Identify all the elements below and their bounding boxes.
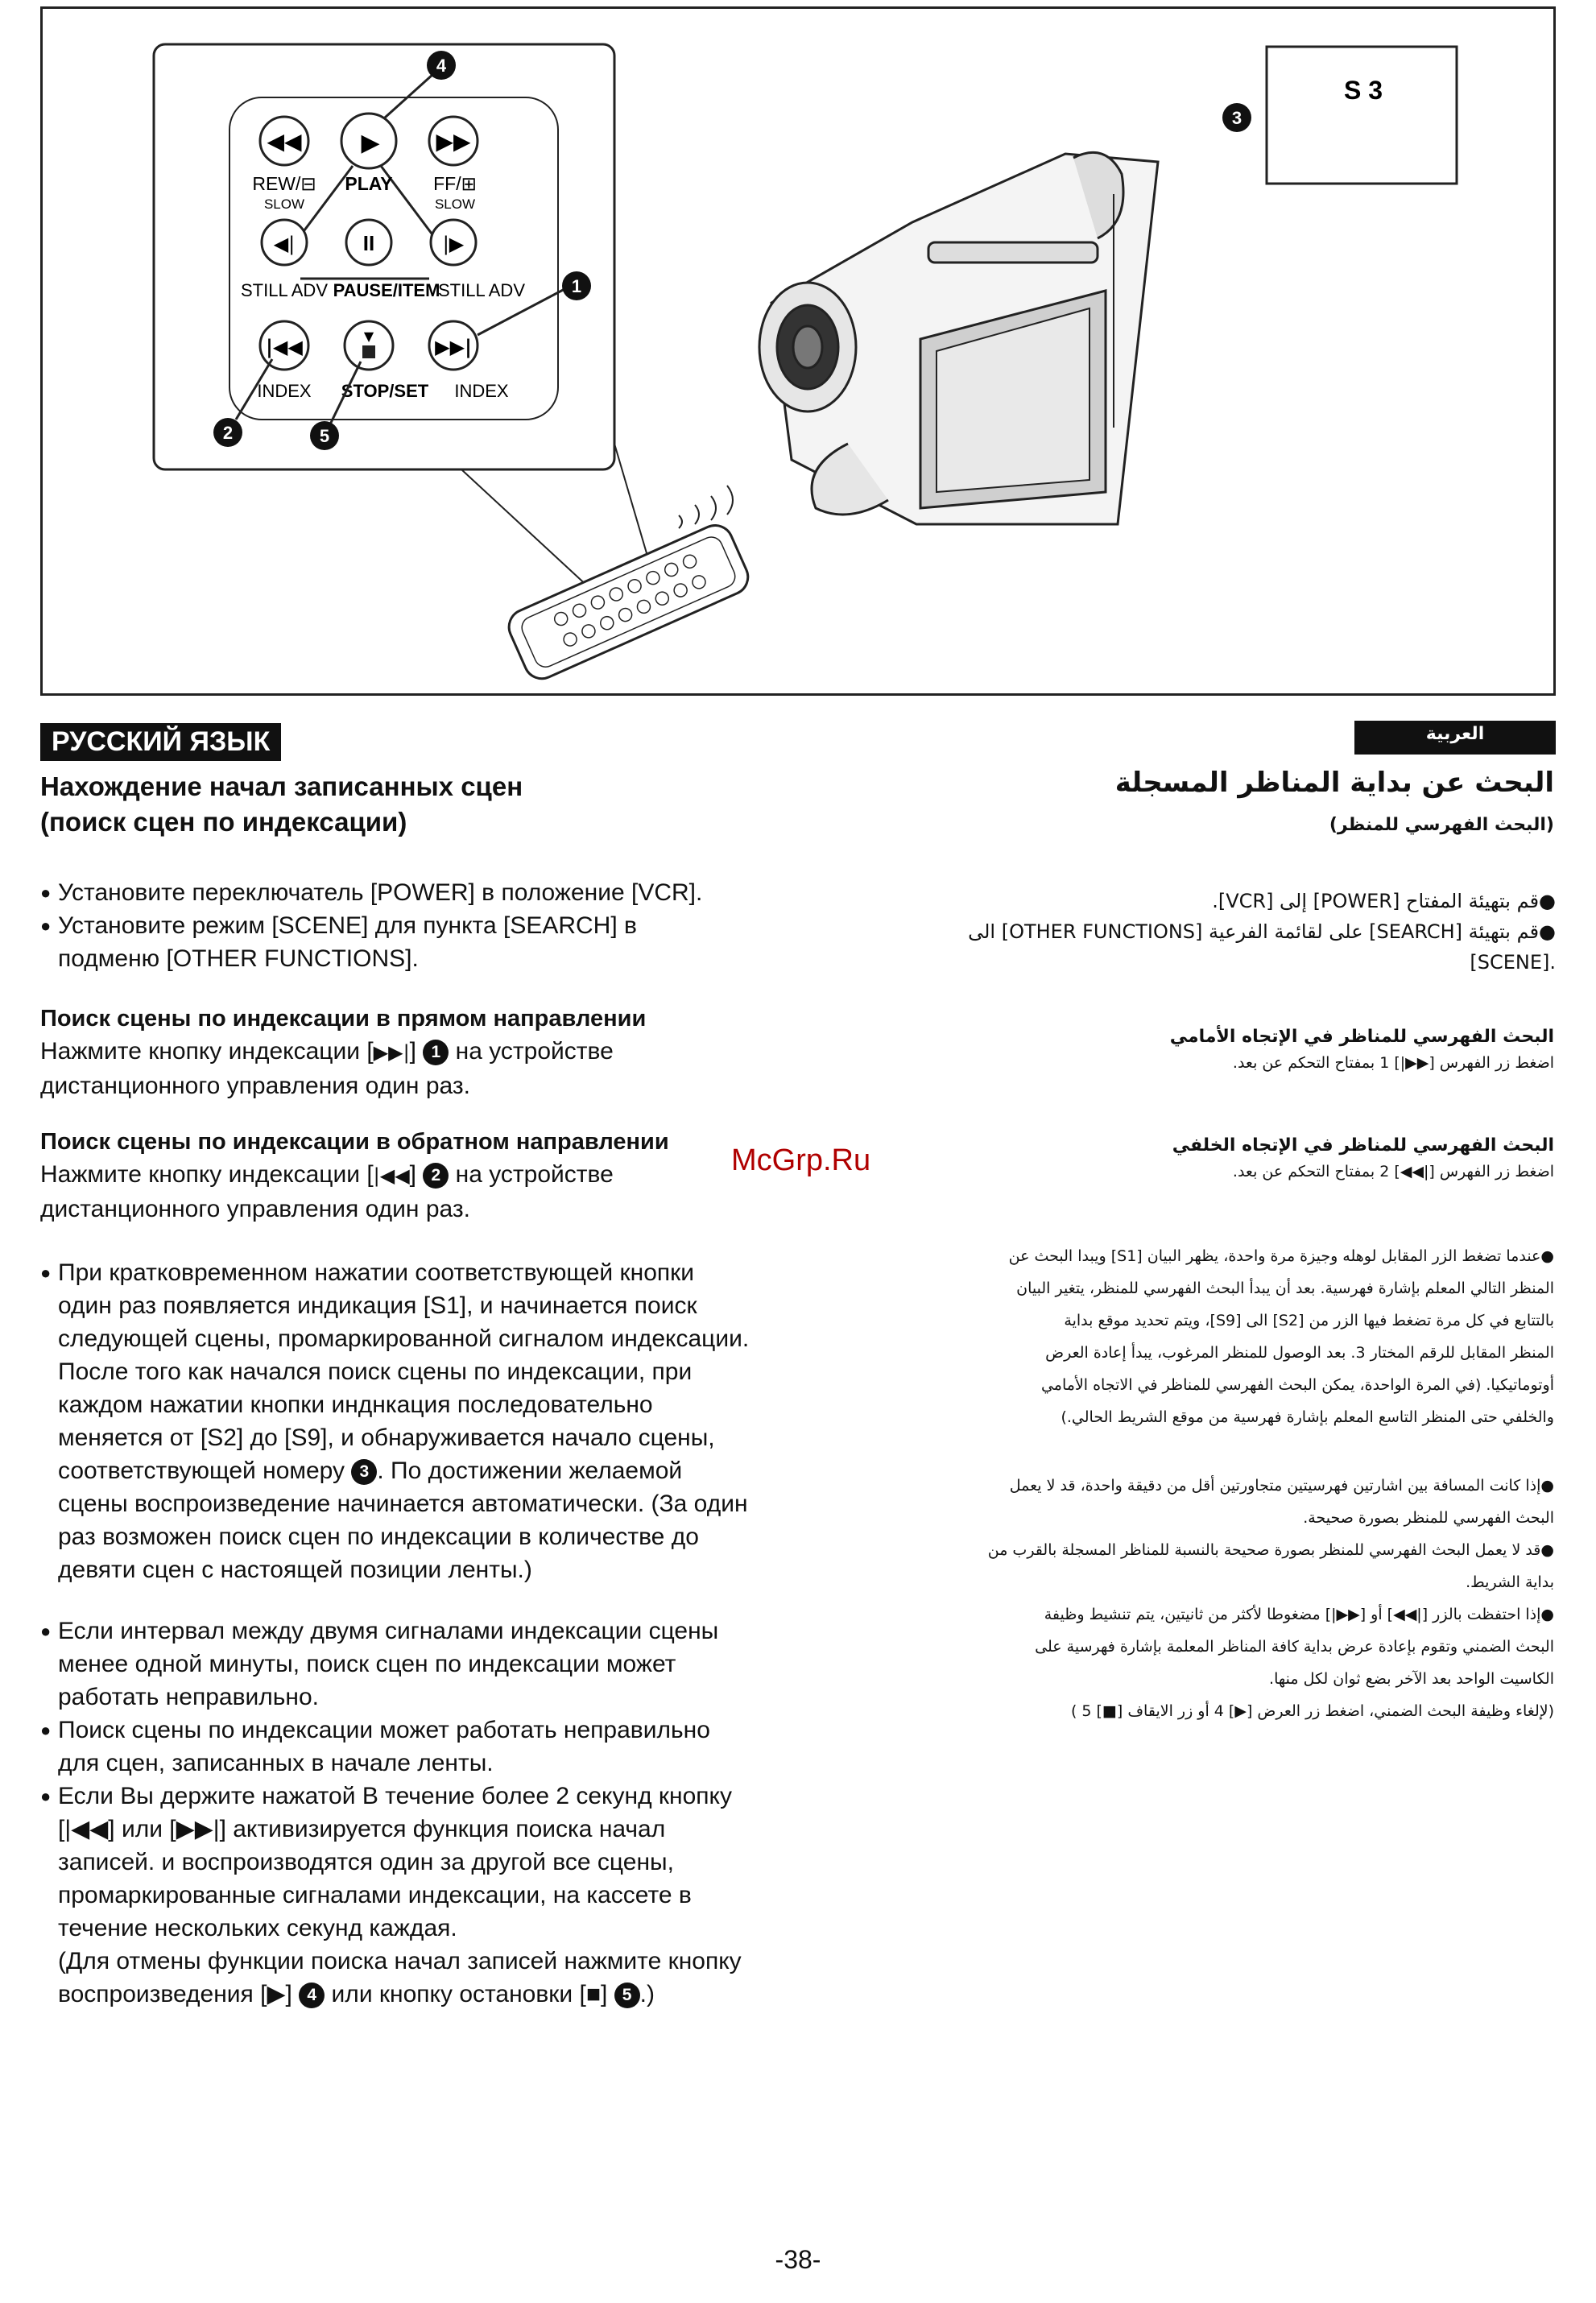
arabic-note2-line: البحث الفهرسي للمنظر بصورة صحيحة. xyxy=(1303,1509,1554,1527)
pause-button xyxy=(346,220,391,265)
arabic-forward-heading: البحث الفهرسي للمناظر في الإتجاه الأمامي xyxy=(1169,1027,1554,1047)
note4-line: [|◀◀] или [▶▶|] активизируется функция поиска начал xyxy=(58,1816,666,1842)
reverse-search-text-cont: дистанционного управления один раз. xyxy=(40,1196,470,1222)
russian-setup-list xyxy=(40,876,846,975)
callout-5 xyxy=(310,421,339,450)
callout-4 xyxy=(427,51,456,80)
ff-slow-label: SLOW xyxy=(434,196,476,212)
arabic-setup-item-2-cont: .[SCENE] xyxy=(1470,951,1556,974)
arabic-note1-line: المنظر التالي المعلم بإشارة فهرسية. بعد أن يبدأ البحث الفهرسي للمنظر، يتغير البيان xyxy=(1016,1280,1554,1297)
arabic-reverse-text: اضغط زر الفهرس [|◀◀] 2 بمفتاح التحكم عن بعد. xyxy=(1232,1163,1554,1180)
russian-title-line2: (поиск сцен по индексации) xyxy=(40,807,407,837)
still-adv-back-button xyxy=(262,220,307,265)
rewind-button xyxy=(260,117,308,165)
russian-setup-item-2: ● Установите режим [SCENE] для пункта [SEARCH] в xyxy=(40,909,846,942)
arabic-note1-line: بالتتابع في كل مرة تضغط فيها الزر من [S2] الى [S9]، ويتم تحديد موقع بداية xyxy=(1064,1312,1554,1329)
note4-line: промаркированные сигналами индексации, на кассете в xyxy=(58,1882,692,1908)
index-right-label: INDEX xyxy=(454,381,509,401)
callout-2 xyxy=(213,418,242,447)
watermark: McGrp.Ru xyxy=(731,1143,871,1177)
reverse-search-text: Нажмите кнопку индексации [|◀◀] 2 на устройстве xyxy=(40,1161,614,1188)
arabic-note2-line: ●إذا كانت المسافة بين اشارتين فهرسيتين متجاورتين أقل من دقيقة واحدة، قد لا يعمل xyxy=(1009,1477,1554,1495)
note1-line: После того как начался поиск сцены по индексации, при xyxy=(58,1358,693,1385)
svg-text:1: 1 xyxy=(571,276,582,296)
arabic-note1-line: والخلفي حتى المنظر التاسع المعلم بإشارة فهرسية من موقع الشريط الحالي.) xyxy=(1061,1408,1554,1426)
arabic-setup-item-2: ●قم بتهيئة [SEARCH] على لقائمة الفرعية [OTHER FUNCTIONS] الى xyxy=(968,920,1556,943)
reverse-search-heading: Поиск сцены по индексации в обратном направлении xyxy=(40,1129,669,1155)
arabic-notes-2-4 xyxy=(886,1470,1554,1727)
fast-forward-button xyxy=(429,117,478,165)
svg-text:4: 4 xyxy=(436,56,447,76)
note4-line: записей. и воспроизводятся один за другой все сцены, xyxy=(58,1849,674,1875)
marker-1: 1 xyxy=(423,1040,449,1065)
russian-note-1 xyxy=(40,1256,846,1586)
callout-1 xyxy=(562,271,591,300)
marker-4: 4 xyxy=(299,1983,325,2008)
svg-text:◀◀: ◀◀ xyxy=(267,128,302,155)
svg-text:|◀◀: |◀◀ xyxy=(266,336,303,358)
arabic-reverse-heading: البحث الفهرسي للمناظر في الإتجاه الخلفي xyxy=(1172,1135,1554,1156)
rew-label: REW/⊟ xyxy=(252,173,316,194)
russian-setup-item-2-cont: подменю [OTHER FUNCTIONS]. xyxy=(58,945,419,972)
arabic-setup-list xyxy=(870,886,1556,978)
note4-line: воспроизведения [▶] 4 или кнопку остановки [■] 5 .) xyxy=(58,1981,655,2007)
arabic-note1-line: ●عندما تضغط الزر المقابل لوهله وجيزة مرة واحدة، يظهر البيان [S1] ويبدا البحث عن xyxy=(1008,1247,1554,1265)
pause-item-label: PAUSE/ITEM xyxy=(333,280,440,300)
callout-3 xyxy=(1222,103,1251,132)
marker-3: 3 xyxy=(351,1459,377,1485)
marker-5: 5 xyxy=(614,1983,640,2008)
arabic-note4-line: البحث الضمني وتقوم بإعادة عرض بداية كافة المناظر المعلمة بإشارة فهرسية على xyxy=(1035,1638,1554,1656)
russian-section-label: РУССКИЙ ЯЗЫК xyxy=(40,723,281,761)
svg-text:5: 5 xyxy=(319,426,330,446)
arabic-section-label: العربية xyxy=(1354,721,1556,755)
stop-set-label: STOP/SET xyxy=(341,381,429,401)
svg-text:3: 3 xyxy=(1231,108,1242,128)
svg-text:2: 2 xyxy=(222,423,234,443)
rew-slow-label: SLOW xyxy=(263,196,305,212)
note1-line: каждом нажатии кнопки инднкация последовательно xyxy=(58,1391,653,1418)
russian-title-line1: Нахождение начал записанных сцен xyxy=(40,771,523,801)
arabic-setup-item-1: ●قم بتهيئة المفتاح [POWER] إلى [VCR]. xyxy=(1212,890,1556,912)
arabic-title: البحث عن بداية المناظر المسجلة xyxy=(1114,767,1554,799)
page-number: -38- xyxy=(775,2245,821,2274)
forward-search-text-cont: дистанционного управления один раз. xyxy=(40,1073,470,1099)
note1-line: следующей сцены, промаркированной сигналом индексации. xyxy=(58,1325,750,1352)
svg-text:◀|: ◀| xyxy=(273,233,296,255)
still-adv-forward-button xyxy=(431,220,476,265)
note1-line: меняется от [S2] до [S9], и обнаруживается начало сцены, xyxy=(58,1424,715,1451)
note1-line: соответствующей номеру 3 . По достижении желаемой xyxy=(58,1457,683,1484)
forward-search-text: Нажмите кнопку индексации [▶▶|] 1 на устройстве xyxy=(40,1038,614,1065)
illustration xyxy=(43,9,1553,693)
handheld-remote xyxy=(503,519,754,684)
svg-text:II: II xyxy=(362,231,375,255)
play-button xyxy=(341,114,396,168)
svg-text:▶▶|: ▶▶| xyxy=(435,336,472,358)
note2-line: менее одной минуты, поиск сцен по индексации может xyxy=(58,1651,676,1677)
svg-text:▶▶: ▶▶ xyxy=(436,128,471,155)
screen-display-box xyxy=(1267,47,1457,184)
still-adv-left-label: STILL ADV xyxy=(240,280,329,300)
arabic-note4-line: الكاسيت الواحد بعد الآخر بضع ثوان لكل منها. xyxy=(1269,1670,1554,1688)
arabic-reverse-search xyxy=(886,1135,1554,1188)
play-label: PLAY xyxy=(345,173,393,194)
marker-2: 2 xyxy=(423,1163,449,1189)
note3-line: для сцен, записанных в начале ленты. xyxy=(58,1750,494,1776)
index-back-key: |◀◀ xyxy=(373,1164,410,1187)
index-forward-button xyxy=(429,321,478,370)
note1-line: сцены воспроизведение начинается автоматически. (За один xyxy=(58,1491,748,1517)
note1-line: раз возможен поиск сцен по индексации в количестве до xyxy=(58,1524,699,1550)
stop-button xyxy=(345,321,393,370)
note1-line: один раз появляется индикация [S1], и начинается поиск xyxy=(58,1292,697,1319)
russian-forward-search xyxy=(40,1003,846,1102)
still-adv-right-label: STILL ADV xyxy=(437,280,526,300)
russian-title xyxy=(40,769,846,840)
russian-setup-item-1: ● Установите переключатель [POWER] в положение [VCR]. xyxy=(40,876,846,909)
illustration-frame xyxy=(40,6,1556,696)
arabic-note3-line: بداية الشريط. xyxy=(1466,1573,1554,1591)
arabic-note-1 xyxy=(886,1240,1554,1433)
note4-line: ● Если Вы держите нажатой В течение более 2 секунд кнопку xyxy=(40,1780,846,1813)
arabic-note1-line: أوتوماتيكيا. (في المرة الواحدة، يمكن البحث الفهرسي للمناظر في الاتجاه الأمامي xyxy=(1040,1376,1554,1394)
camcorder xyxy=(759,152,1158,524)
arabic-forward-text: اضغط زر الفهرس [▶▶|] 1 بمفتاح التحكم عن بعد. xyxy=(1232,1054,1554,1072)
svg-text:▼: ▼ xyxy=(363,329,374,344)
index-left-label: INDEX xyxy=(257,381,312,401)
note1-line: девяти сцен с настоящей позиции ленты.) xyxy=(58,1557,532,1583)
russian-reverse-search xyxy=(40,1126,846,1226)
arabic-note3-line: ●قد لا يعمل البحث الفهرسي للمنظر بصورة صحيحة بالنسبة للمناظر المسجلة بالقرب من xyxy=(987,1541,1554,1559)
ff-label: FF/⊞ xyxy=(433,173,477,194)
arabic-forward-search xyxy=(886,1027,1554,1079)
arabic-note1-line: المنظر المقابل للرقم المختار 3. بعد الوصول للمنظر المرغوب، يبدأ إعادة العرض xyxy=(1045,1344,1554,1362)
screen-index-readout: S 3 xyxy=(1343,76,1383,105)
arabic-note4-line: ●إذا احتفظت بالزر [|◀◀] أو [▶▶|] مضغوطا لأكثر من ثانيتين، يتم تنشيط وظيفة xyxy=(1044,1606,1554,1623)
note2-line: ● Если интервал между двумя сигналами индексации сцены xyxy=(40,1615,846,1648)
note2-line: работать неправильно. xyxy=(58,1684,319,1710)
svg-text:▶: ▶ xyxy=(361,129,380,157)
note1-line: ● При кратковременном нажатии соответствующей кнопки xyxy=(40,1256,846,1289)
ir-signal-arcs xyxy=(679,486,733,528)
forward-search-heading: Поиск сцены по индексации в прямом направлении xyxy=(40,1006,647,1032)
svg-text:|▶: |▶ xyxy=(442,233,465,255)
arabic-note4-line: (لإلغاء وظيفة البحث الضمني، اضغط زر العرض [▶] 4 أو زر الايقاف [■] 5 ) xyxy=(1070,1702,1554,1720)
arabic-subtitle: (البحث الفهرسي للمنظر) xyxy=(1329,815,1554,835)
note4-line: течение нескольких секунд каждая. xyxy=(58,1915,457,1941)
index-back-button xyxy=(260,321,308,370)
russian-notes-2-4 xyxy=(40,1615,846,2011)
note4-line: (Для отмены функции поиска начал записей нажмите кнопку xyxy=(58,1948,742,1974)
index-forward-key: ▶▶| xyxy=(373,1041,410,1064)
note3-line: ● Поиск сцены по индексации может работать неправильно xyxy=(40,1714,846,1747)
